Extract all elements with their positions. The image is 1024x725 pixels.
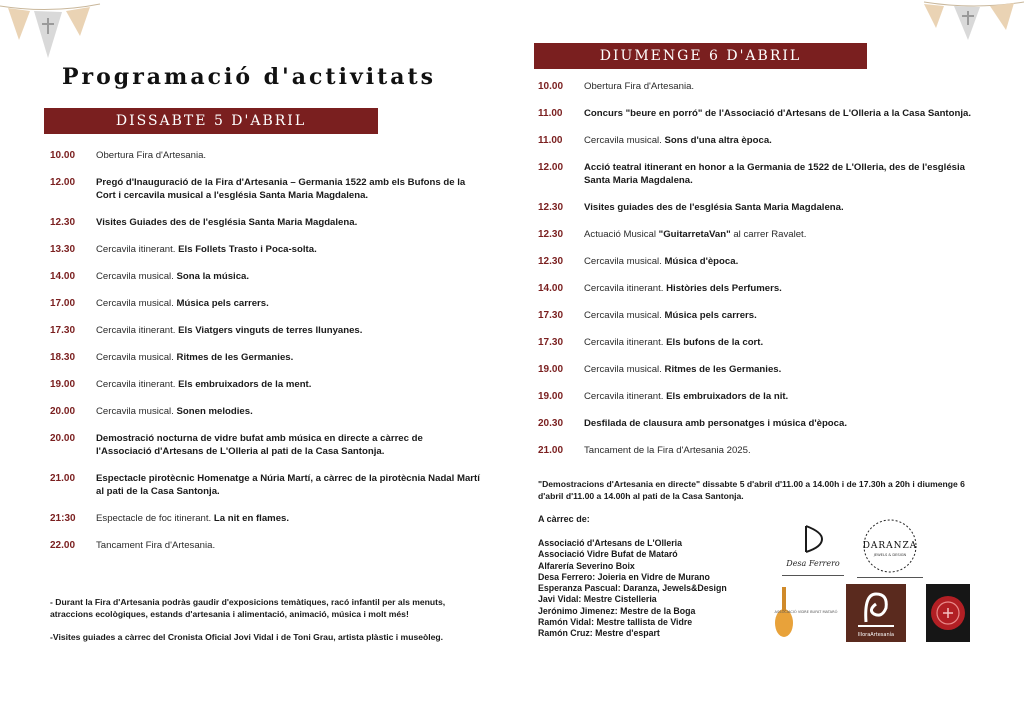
schedule-item (538, 107, 988, 120)
svg-text:JEWELS & DESIGN: JEWELS & DESIGN (873, 553, 907, 557)
event-text: al carrer Ravalet. (730, 229, 807, 240)
event-description (96, 297, 480, 310)
schedule-item (50, 512, 480, 525)
demonstrations-note: "Demostracions d'Artesania en directe" dissabte 5 d'abril d'11.00 a 14.00h i de 17.30h a 20h i diumenge 6 d'abril d'11.00 a 14.00h al pati de la Casa Santonja. (538, 479, 965, 501)
event-time: 21.00 (50, 473, 76, 484)
schedule-item (50, 351, 480, 364)
credit-item: Associació Vidre Bufat de Mataró (538, 549, 678, 560)
event-text: Cercavila musical. (584, 135, 665, 146)
svg-text:llloraArtesanía: llloraArtesanía (857, 632, 895, 638)
guided-visits-note: -Visites guiades a càrrec del Cronista Oficial Jovi Vidal i de Toni Grau, artista plàstic i museòleg. (50, 632, 444, 642)
credits-label: A càrrec de: (538, 514, 590, 524)
event-time: 10.00 (50, 150, 76, 161)
credit-item: Desa Ferrero: Joieria en Vidre de Murano (538, 571, 710, 582)
event-highlight: Demostració nocturna de vidre bufat amb música en directe a càrrec de l'Associació d'Artesans de L'Olleria al pati de la Casa Santonja. (96, 433, 423, 457)
schedule-item (538, 201, 988, 214)
schedule-item (538, 282, 988, 295)
event-highlight: Els bufons de la cort. (666, 337, 764, 348)
sunday-schedule (538, 80, 988, 471)
event-description (96, 512, 480, 525)
daranza-logo (857, 518, 923, 578)
event-text: Actuació Musical (584, 229, 659, 240)
event-description (96, 176, 480, 202)
event-text: Tancament de la Fira d'Artesania 2025. (584, 445, 751, 456)
event-description (584, 390, 988, 403)
svg-text:DARANZA: DARANZA (862, 541, 918, 551)
event-highlight: Històries dels Perfumers. (666, 283, 782, 294)
event-time: 12.30 (538, 229, 564, 240)
event-text: Cercavila itinerant. (96, 244, 179, 255)
event-description (96, 351, 480, 364)
event-text: Cercavila musical. (584, 256, 665, 267)
schedule-item (538, 255, 988, 268)
event-highlight: Ritmes de les Germanies. (176, 352, 294, 363)
event-time: 11.00 (538, 135, 563, 146)
schedule-item (538, 390, 988, 403)
event-text: Cercavila itinerant. (584, 391, 667, 402)
event-time: 20.00 (50, 433, 76, 444)
event-description (584, 161, 988, 187)
event-time: 14.00 (538, 283, 564, 294)
event-time: 18.30 (50, 352, 76, 363)
event-time: 20.00 (50, 406, 76, 417)
event-description (96, 149, 480, 162)
event-description (96, 472, 480, 498)
event-highlight: La nit en flames. (213, 513, 290, 524)
event-text: Cercavila musical. (584, 364, 665, 375)
schedule-item (538, 309, 988, 322)
event-highlight: Sons d'una altra època. (664, 135, 772, 146)
event-time: 21:30 (50, 513, 76, 524)
event-highlight: Ritmes de les Germanies. (664, 364, 782, 375)
bunting-decoration-left (0, 0, 100, 62)
event-time: 12.30 (538, 202, 564, 213)
event-description (584, 309, 988, 322)
event-time: 12.00 (538, 162, 564, 173)
schedule-item (538, 336, 988, 349)
event-highlight: Visites Guiades des de l'església Santa Maria Magdalena. (96, 217, 358, 228)
event-highlight: Els Follets Trasto i Poca-solta. (178, 244, 317, 255)
event-highlight: Música pels carrers. (176, 298, 269, 309)
event-highlight: Música d'època. (664, 256, 739, 267)
wax-seal-logo (926, 584, 970, 642)
schedule-item (50, 539, 480, 552)
saturday-schedule (50, 149, 480, 566)
event-text: Cercavila musical. (96, 271, 177, 282)
credit-item: Ramón Vidal: Mestre tallista de Vidre (538, 617, 693, 628)
credit-item: Associació d'Artesans de L'Olleria (538, 538, 683, 548)
event-time: 17.30 (538, 337, 564, 348)
event-text: Cercavila itinerant. (584, 337, 667, 348)
bunting-decoration-right (924, 0, 1024, 42)
event-time: 19.00 (538, 391, 564, 402)
event-highlight: Els embruixadors de la ment. (178, 379, 312, 390)
event-description (96, 405, 480, 418)
event-time: 22.00 (50, 540, 76, 551)
event-text: Cercavila musical. (96, 406, 177, 417)
event-description (584, 255, 988, 268)
schedule-item (538, 80, 988, 93)
schedule-item (538, 228, 988, 241)
event-description (96, 539, 480, 552)
event-time: 17.30 (50, 325, 76, 336)
event-text: Obertura Fira d'Artesania. (96, 150, 207, 161)
saturday-header: DISSABTE 5 D'ABRIL (44, 108, 378, 134)
event-highlight: Pregó d'Inauguració de la Fira d'Artesania – Germania 1522 amb els Bufons de la Cort i cercavila musical a l'església Santa Maria Magdalena. (96, 177, 466, 201)
event-description (96, 324, 480, 337)
event-time: 17.30 (538, 310, 564, 321)
event-time: 19.00 (538, 364, 564, 375)
event-description (584, 444, 988, 457)
event-description (584, 417, 988, 430)
event-time: 19.00 (50, 379, 76, 390)
page-title: Programació d'activitats (62, 64, 437, 90)
event-highlight: Concurs "beure en porró" de l'Associació d'Artesans de L'Olleria a la Casa Santonja. (584, 108, 972, 119)
event-text: Cercavila itinerant. (96, 325, 179, 336)
event-time: 12.00 (50, 177, 76, 188)
svg-text:ASSOCIACIÓ VIDRE BUFAT MATARÓ: ASSOCIACIÓ VIDRE BUFAT MATARÓ (774, 610, 838, 614)
schedule-item (50, 270, 480, 283)
credits-list (538, 538, 727, 640)
event-time: 10.00 (538, 81, 564, 92)
schedule-item (50, 176, 480, 202)
event-description (584, 107, 988, 120)
schedule-item (50, 472, 480, 498)
event-description (584, 201, 988, 214)
event-time: 11.00 (538, 108, 563, 119)
credit-item: Javi Vidal: Mestre Cistelleria (538, 594, 657, 605)
event-text: Tancament Fira d'Artesania. (96, 540, 216, 551)
event-highlight: Els Viatgers vinguts de terres llunyanes. (178, 325, 363, 336)
credit-item: Alfarería Severino Boix (538, 560, 635, 571)
event-highlight: Els embruixadors de la nit. (666, 391, 789, 402)
event-highlight: Sonen melodies. (176, 406, 253, 417)
event-highlight: Espectacle pirotècnic Homenatge a Núria Martí, a càrrec de la pirotècnia Nadal Martí al pati de la Casa Santonja. (96, 473, 480, 497)
event-description (584, 282, 988, 295)
event-time: 12.30 (538, 256, 564, 267)
event-text: Cercavila musical. (96, 298, 177, 309)
event-highlight: Música pels carrers. (664, 310, 757, 321)
event-description (584, 363, 988, 376)
event-text: Cercavila musical. (96, 352, 177, 363)
credit-item: Ramón Cruz: Mestre d'espart (538, 628, 660, 639)
event-description (96, 243, 480, 256)
schedule-item (50, 149, 480, 162)
schedule-item (50, 216, 480, 229)
event-text: Cercavila itinerant. (96, 379, 179, 390)
schedule-item (50, 378, 480, 391)
schedule-item (50, 432, 480, 458)
event-text: Obertura Fira d'Artesania. (584, 81, 695, 92)
event-description (96, 270, 480, 283)
event-highlight: Sona la música. (176, 271, 250, 282)
schedule-item (538, 417, 988, 430)
info-note: - Durant la Fira d'Artesania podràs gaudir d'exposicions temàtiques, racó infantil per als menuts, atraccions ecològiques, estands d'artesania i alimentació, animació, música i molt més! (50, 597, 446, 619)
event-highlight: Acció teatral itinerant en honor a la Germania de 1522 de L'Olleria, des de l'església Santa Maria Magdalena. (584, 162, 965, 186)
schedule-item (50, 405, 480, 418)
sunday-header: DIUMENGE 6 D'ABRIL (534, 43, 867, 69)
event-text: Espectacle de foc itinerant. (96, 513, 214, 524)
event-description (96, 378, 480, 391)
schedule-item (538, 161, 988, 187)
event-highlight: Visites guiades des de l'església Santa Maria Magdalena. (584, 202, 844, 213)
svg-text:Desa Ferrero: Desa Ferrero (786, 559, 840, 568)
desa-ferrero-logo (782, 520, 844, 576)
event-time: 20.30 (538, 418, 564, 429)
event-highlight: Desfilada de clausura amb personatges i música d'època. (584, 418, 848, 429)
schedule-item (50, 243, 480, 256)
event-time: 17.00 (50, 298, 76, 309)
event-time: 12.30 (50, 217, 76, 228)
event-time: 13.30 (50, 244, 76, 255)
event-time: 21.00 (538, 445, 564, 456)
event-highlight: "GuitarretaVan" (658, 229, 731, 240)
event-description (584, 134, 988, 147)
llora-artesania-logo (846, 584, 906, 642)
schedule-item (50, 324, 480, 337)
event-description (96, 216, 480, 229)
event-description (584, 80, 988, 93)
event-text: Cercavila itinerant. (584, 283, 667, 294)
event-time: 14.00 (50, 271, 76, 282)
event-text: Cercavila musical. (584, 310, 665, 321)
event-description (584, 228, 988, 241)
schedule-item (538, 363, 988, 376)
event-description (96, 432, 480, 458)
schedule-item (50, 297, 480, 310)
event-description (584, 336, 988, 349)
credit-item: Jerónimo Jimenez: Mestre de la Boga (538, 605, 696, 616)
schedule-item (538, 134, 988, 147)
credit-item: Esperanza Pascual: Daranza, Jewels&Design (538, 583, 727, 594)
vidre-bufat-logo (770, 583, 838, 643)
schedule-item (538, 444, 988, 457)
